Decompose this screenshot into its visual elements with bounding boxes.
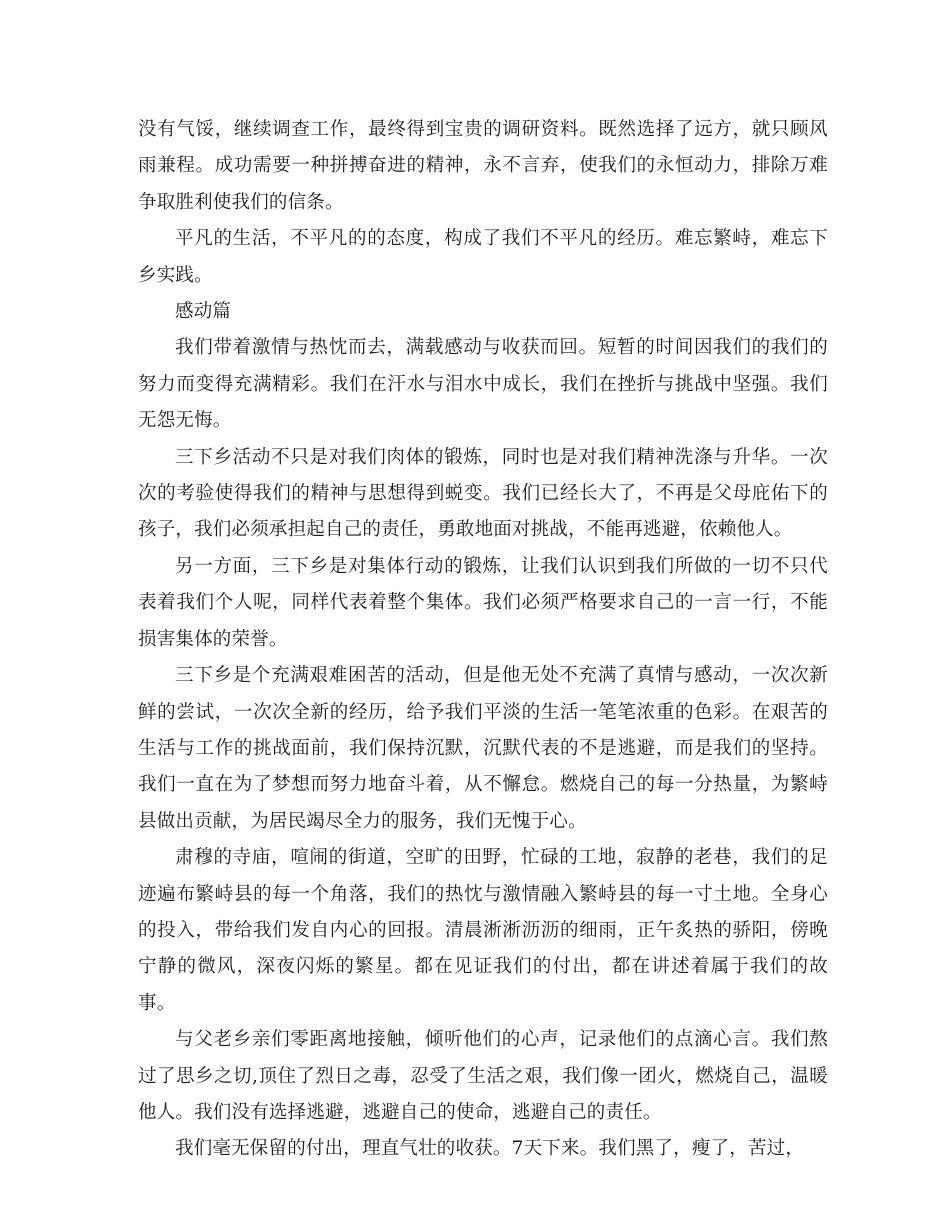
paragraph: 三下乡是个充满艰难困苦的活动，但是他无处不充满了真情与感动，一次次新鲜的尝试，一次次全新的经历，给予我们平淡的生活一笔笔浓重的色彩。在艰苦的生活与工作的挑战面前，我们保持沉默，沉默代表的不是逃避，而是我们的坚持。我们一直在为了梦想而努力地奋斗着，从不懈怠。燃烧自己的每一分热量，为繁峙县做出贡献，为居民竭尽全力的服务，我们无愧于心。 <box>138 665 828 832</box>
paragraph: 与父老乡亲们零距离地接触，倾听他们的心声，记录他们的点滴心言。我们熬过了思乡之切,顶住了烈日之毒，忍受了生活之艰，我们像一团火，燃烧自己，温暖他人。我们没有选择逃避，逃避自己的使命，逃避自己的责任。 <box>138 1029 828 1123</box>
paragraph: 平凡的生活，不平凡的的态度，构成了我们不平凡的经历。难忘繁峙，难忘下乡实践。 <box>138 228 828 286</box>
section-heading: 感动篇 <box>175 301 232 323</box>
paragraph: 我们毫无保留的付出，理直气壮的收获。7天下来。我们黑了，瘦了，苦过， <box>175 1138 805 1160</box>
paragraph: 我们带着激情与热忱而去，满载感动与收获而回。短暂的时间因我们的我们的努力而变得充满精彩。我们在汗水与泪水中成长，我们在挫折与挑战中坚强。我们无怨无悔。 <box>138 337 828 432</box>
paragraph: 另一方面，三下乡是对集体行动的锻炼，让我们认识到我们所做的一切不只代表着我们个人呢，同样代表着整个集体。我们必须严格要求自己的一言一行，不能损害集体的荣誉。 <box>138 555 828 650</box>
document-body <box>138 112 828 1168</box>
paragraph: 肃穆的寺庙，喧闹的街道，空旷的田野，忙碌的工地，寂静的老巷，我们的足迹遍布繁峙县的每一个角落，我们的热忱与激情融入繁峙县的每一寸土地。全身心的投入，带给我们发自内心的回报。清晨淅淅沥沥的细雨，正午炙热的骄阳，傍晚宁静的微风，深夜闪烁的繁星。都在见证我们的付出，都在讲述着属于我们的故事。 <box>138 847 828 1014</box>
paragraph: 三下乡活动不只是对我们肉体的锻炼，同时也是对我们精神洗涤与升华。一次次的考验使得我们的精神与思想得到蜕变。我们已经长大了，不再是父母庇佑下的孩子，我们必须承担起自己的责任，勇敢地面对挑战，不能再逃避，依赖他人。 <box>138 446 828 541</box>
paragraph-continuation: 没有气馁，继续调查工作，最终得到宝贵的调研资料。既然选择了远方，就只顾风雨兼程。成功需要一种拼搏奋进的精神，永不言弃，使我们的永恒动力，排除万难争取胜利使我们的信条。 <box>138 119 828 213</box>
